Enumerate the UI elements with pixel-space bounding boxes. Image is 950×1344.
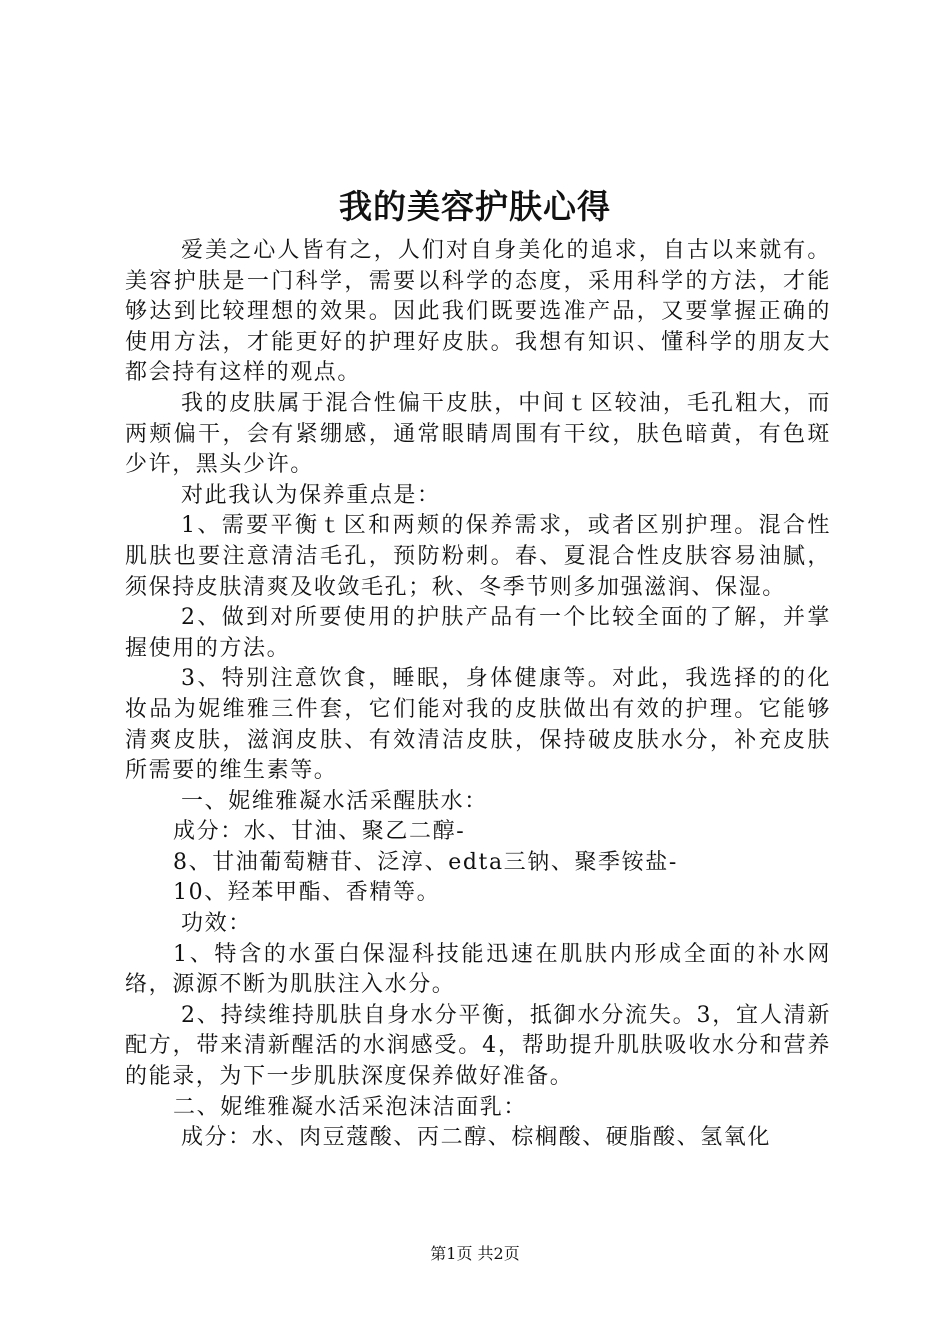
paragraph: 1、需要平衡ｔ区和两颊的保养需求，或者区别护理。混合性肌肤也要注意清洁毛孔，预防粉刺。春、夏混合性皮肤容易油腻，须保持皮肤清爽及收敛毛孔；秋、冬季节则多加强滋润、保湿。 bbox=[125, 513, 831, 600]
paragraph: 成分：水、甘油、聚乙二醇- bbox=[173, 819, 466, 845]
paragraph: 成分：水、肉豆蔻酸、丙二醇、棕榈酸、硬脂酸、氢氧化 bbox=[181, 1125, 772, 1151]
document-title: 我的美容护肤心得 bbox=[339, 187, 611, 226]
paragraph: 8、甘油葡萄糖苷、泛淳、edta三钠、聚季铵盐- bbox=[173, 849, 678, 875]
paragraph: 对此我认为保养重点是： bbox=[181, 482, 441, 508]
paragraph: 2、做到对所要使用的护肤产品有一个比较全面的了解，并掌握使用的方法。 bbox=[125, 605, 831, 661]
document-body bbox=[125, 236, 831, 1154]
paragraph: 二、妮维雅凝水活采泡沫洁面乳： bbox=[173, 1094, 528, 1120]
paragraph: 爱美之心人皆有之，人们对自身美化的追求，自古以来就有。美容护肤是一门科学，需要以科学的态度，采用科学的方法，才能够达到比较理想的效果。因此我们既要选准产品，又要掌握正确的使用方法，才能更好的护理好皮肤。我想有知识、懂科学的朋友大都会持有这样的观点。 bbox=[125, 238, 831, 386]
paragraph: 功效： bbox=[181, 911, 252, 937]
paragraph: 2、持续维持肌肤自身水分平衡，抵御水分流失。3，宜人清新配方，带来清新醒活的水润感受。4，帮助提升肌肤吸收水分和营养的能录，为下一步肌肤深度保养做好准备。 bbox=[125, 1002, 831, 1090]
page-footer: 第1页 共2页 bbox=[430, 1244, 520, 1263]
paragraph: 1、特含的水蛋白保湿科技能迅速在肌肤内形成全面的补水网络，源源不断为肌肤注入水分。 bbox=[125, 941, 831, 998]
paragraph: 3、特别注意饮食，睡眠，身体健康等。对此，我选择的的化妆品为妮维雅三件套，它们能对我的皮肤做出有效的护理。它能够清爽皮肤，滋润皮肤、有效清洁皮肤，保持破皮肤水分，补充皮肤所需要的维生素等。 bbox=[125, 666, 831, 784]
paragraph: 10、羟苯甲酯、香精等。 bbox=[173, 880, 441, 906]
paragraph: 一、妮维雅凝水活采醒肤水： bbox=[181, 788, 488, 814]
paragraph: 我的皮肤属于混合性偏干皮肤，中间ｔ区较油，毛孔粗大，而两颊偏干，会有紧绷感，通常眼睛周围有干纹，肤色暗黄，有色斑少许，黑头少许。 bbox=[125, 390, 831, 478]
